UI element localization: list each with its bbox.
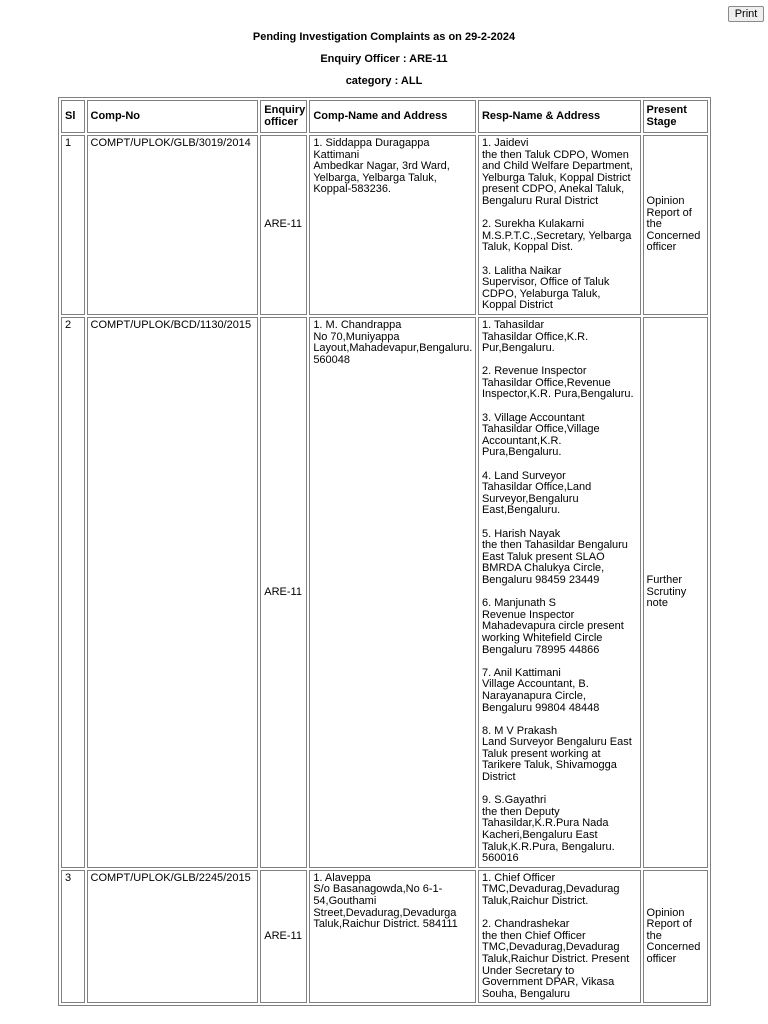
respondent-address: the then Tahasildar Bengaluru East Taluk present SLAO BMRDA Chalukya Circle, Bengaluru 98459 23449 bbox=[481, 539, 628, 586]
comp-no-cell: COMPT/UPLOK/GLB/3019/2014 bbox=[87, 135, 259, 315]
respondent-entry bbox=[482, 320, 637, 355]
respondent-address: the then Deputy Tahasildar,K.R.Pura Nada Kacheri,Bengaluru East Taluk,K.R.Pura, Bengaluru. 560016 bbox=[481, 805, 615, 865]
respondent-address: Supervisor, Office of Taluk CDPO, Yelaburga Taluk, Koppal District bbox=[481, 276, 610, 312]
respondent-address: Land Surveyor Bengaluru East Taluk present working at Tarikere Taluk, Shivamogga District bbox=[481, 736, 632, 784]
respondent-entry bbox=[482, 873, 637, 908]
respondent-name: 4. Land Surveyor bbox=[481, 469, 566, 482]
respondent-address: Revenue Inspector Mahadevapura circle present working Whitefield Circle Bengaluru 78995 44866 bbox=[481, 608, 624, 656]
respondent-name: 8. M V Prakash bbox=[481, 724, 558, 737]
respondent-address: Village Accountant, B. Narayanapura Circle, Bengaluru 99804 48448 bbox=[481, 678, 600, 714]
respondent-name: 9. S.Gayathri bbox=[481, 794, 547, 807]
category-heading: category : ALL bbox=[345, 75, 423, 87]
complainant-name: 1. M. Chandrappa bbox=[313, 318, 402, 331]
respondent-name: 5. Harish Nayak bbox=[481, 527, 561, 540]
respondent-entry bbox=[482, 366, 637, 401]
enquiry-officer-cell: ARE-11 bbox=[260, 317, 307, 868]
respondent-entry bbox=[482, 668, 637, 714]
respondent-name: 6. Manjunath S bbox=[481, 597, 556, 610]
respondent-address: Tahasildar Office,Land Surveyor,Bengaluru East,Bengaluru. bbox=[481, 481, 592, 517]
respondent-entry bbox=[482, 471, 637, 517]
respondent-address: M.S.P.T.C.,Secretary, Yelbarga Taluk, Koppal Dist. bbox=[481, 229, 632, 254]
table-header-row bbox=[61, 100, 708, 133]
respondent-name: 2. Revenue Inspector bbox=[481, 365, 587, 378]
present-stage-cell: Further Scrutiny note bbox=[643, 317, 708, 868]
resp-name-cell bbox=[478, 317, 641, 868]
respondent-entry bbox=[482, 598, 637, 656]
complainant-address: Ambedkar Nagar, 3rd Ward, Yelbarga, Yelbarga Taluk, Koppal-583236. bbox=[313, 160, 450, 196]
enquiry-officer-cell: ARE-11 bbox=[260, 135, 307, 315]
page-title: Pending Investigation Complaints as on 29-2-2024 bbox=[252, 31, 516, 43]
respondent-name: 3. Village Accountant bbox=[481, 411, 585, 424]
table-row bbox=[61, 870, 708, 1004]
table-row bbox=[61, 317, 708, 868]
respondent-address: the then Chief Officer TMC,Devadurag,Devadurag Taluk,Raichur District. Present Under Secretary to Government DPAR, Vikasa Souha, Bengaluru bbox=[481, 929, 630, 1000]
column-header-present-stage: Present Stage bbox=[643, 100, 708, 133]
respondent-address: Tahasildar Office,Revenue Inspector,K.R. Pura,Bengaluru. bbox=[481, 376, 634, 401]
sl-cell: 2 bbox=[61, 317, 85, 868]
table-row bbox=[61, 135, 708, 315]
comp-no-cell: COMPT/UPLOK/BCD/1130/2015 bbox=[87, 317, 259, 868]
print-button[interactable]: Print bbox=[728, 6, 764, 22]
respondent-entry bbox=[482, 219, 637, 254]
respondent-address: Tahasildar Office,Village Accountant,K.R. Pura,Bengaluru. bbox=[481, 423, 600, 459]
enquiry-officer-cell: ARE-11 bbox=[260, 870, 307, 1004]
table-body bbox=[61, 135, 708, 1003]
comp-no-cell: COMPT/UPLOK/GLB/2245/2015 bbox=[87, 870, 259, 1004]
respondent-entry bbox=[482, 529, 637, 587]
respondent-name: 1. Jaidevi bbox=[481, 137, 529, 149]
respondent-name: 1. Tahasildar bbox=[481, 318, 545, 331]
present-stage-cell: Opinion Report of the Concerned officer bbox=[643, 135, 708, 315]
respondent-address: Tahasildar Office,K.R. Pur,Bengaluru. bbox=[481, 330, 589, 355]
comp-name-cell bbox=[309, 870, 476, 1004]
complaints-table bbox=[58, 97, 711, 1006]
comp-name-cell bbox=[309, 317, 476, 868]
column-header-enquiry-officer: Enquiry officer bbox=[260, 100, 307, 133]
complainant-name: 1. Alaveppa bbox=[313, 871, 371, 884]
enquiry-officer-heading: Enquiry Officer : ARE-11 bbox=[320, 53, 448, 65]
resp-name-cell bbox=[478, 135, 641, 315]
respondent-name: 3. Lalitha Naikar bbox=[481, 264, 562, 277]
respondent-entry bbox=[482, 138, 637, 208]
respondent-entry bbox=[482, 795, 637, 865]
column-header-sl: Sl bbox=[61, 100, 85, 133]
respondent-entry bbox=[482, 413, 637, 459]
comp-name-cell bbox=[309, 135, 476, 315]
respondent-name: 1. Chief Officer bbox=[481, 871, 556, 884]
respondent-entry bbox=[482, 726, 637, 784]
complainant-name: 1. Siddappa Duragappa Kattimani bbox=[313, 137, 430, 161]
respondent-entry bbox=[482, 266, 637, 312]
respondent-name: 7. Anil Kattimani bbox=[481, 666, 561, 679]
present-stage-cell: Opinion Report of the Concerned officer bbox=[643, 870, 708, 1004]
column-header-resp-name: Resp-Name & Address bbox=[478, 100, 641, 133]
sl-cell: 3 bbox=[61, 870, 85, 1004]
respondent-name: 2. Chandrashekar bbox=[481, 918, 570, 931]
complainant-address: S/o Basanagowda,No 6-1-54,Gouthami Street,Devadurag,Devadurga Taluk,Raichur District. 584111 bbox=[313, 883, 458, 931]
respondent-entry bbox=[482, 919, 637, 1000]
resp-name-cell bbox=[478, 870, 641, 1004]
column-header-comp-no: Comp-No bbox=[87, 100, 259, 133]
column-header-comp-name: Comp-Name and Address bbox=[309, 100, 476, 133]
complainant-address: No 70,Muniyappa Layout,Mahadevapur,Bengaluru. 560048 bbox=[313, 330, 473, 366]
sl-cell: 1 bbox=[61, 135, 85, 315]
respondent-address: the then Taluk CDPO, Women and Child Welfare Department, Yelburga Taluk, Koppal District present CDPO, Anekal Taluk, Bengaluru Rural District bbox=[481, 148, 633, 207]
respondent-name: 2. Surekha Kulakarni bbox=[481, 218, 585, 231]
respondent-address: TMC,Devadurag,Devadurag Taluk,Raichur District. bbox=[481, 883, 620, 907]
